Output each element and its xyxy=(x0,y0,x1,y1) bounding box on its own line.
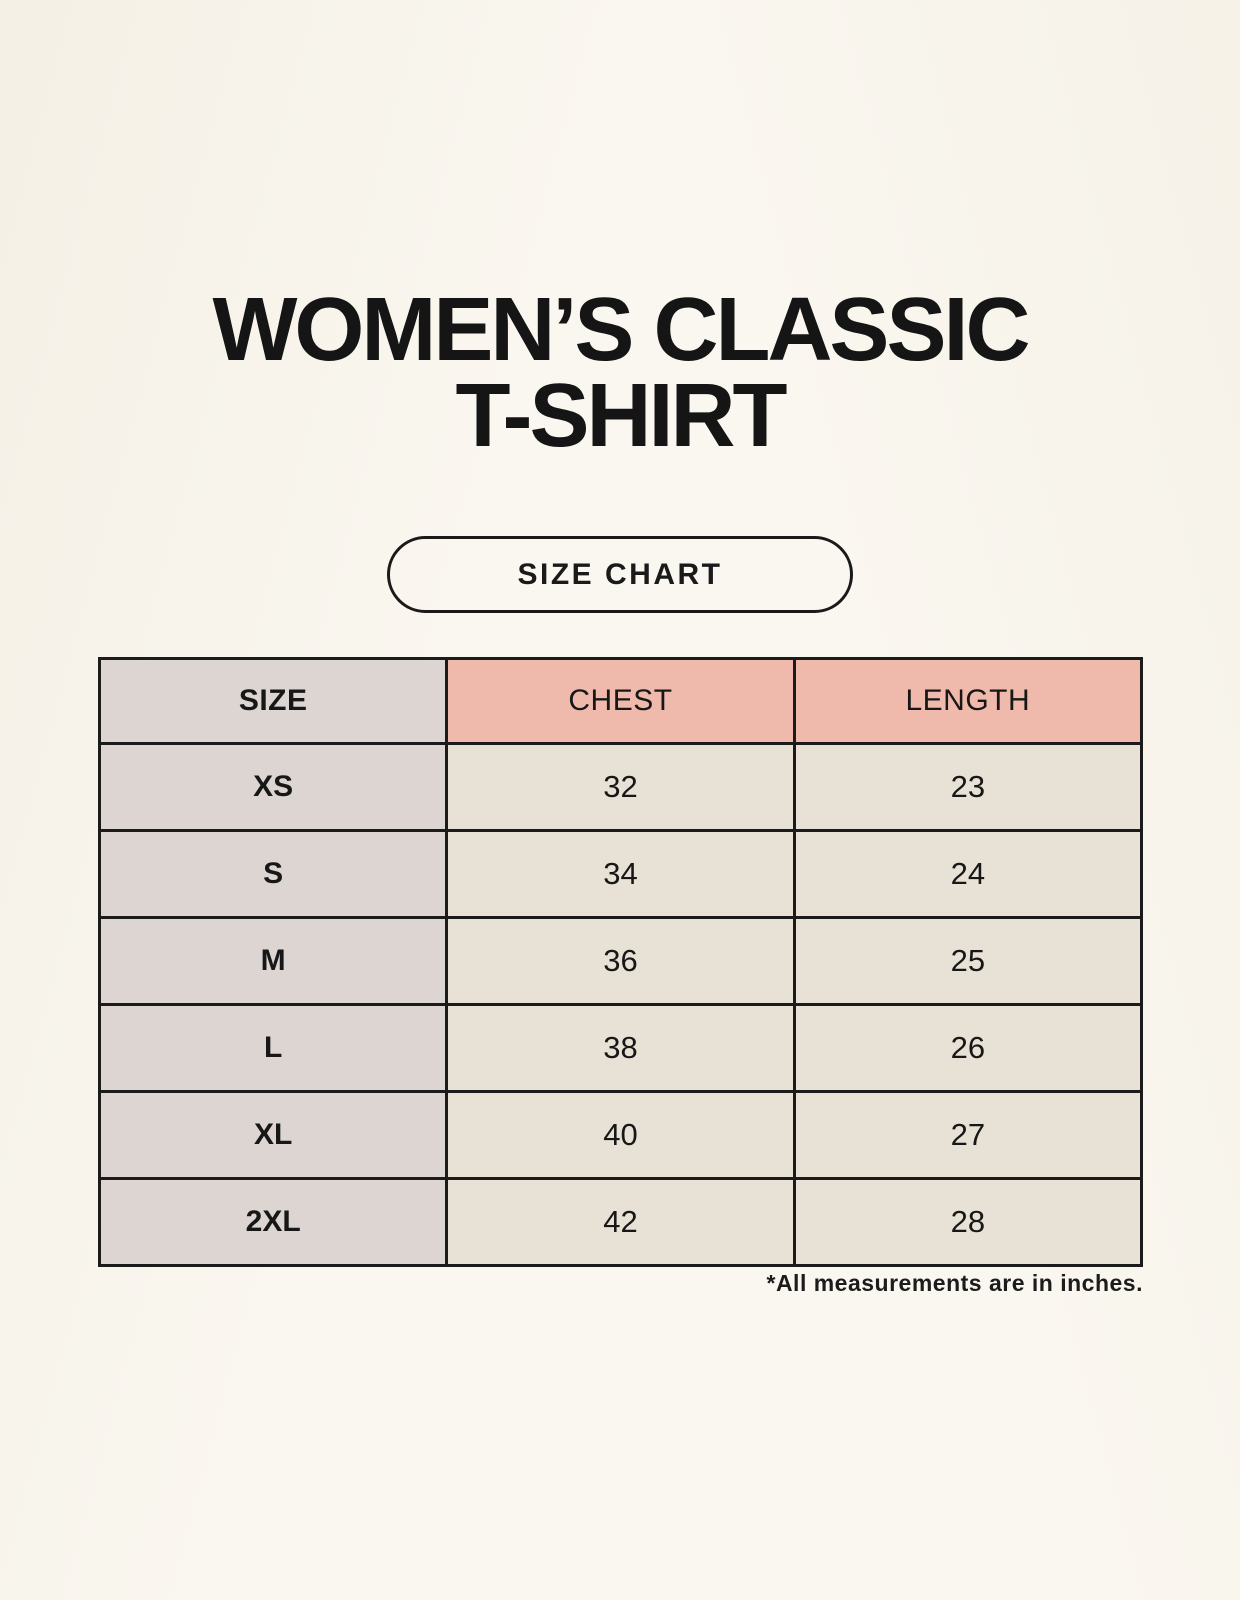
table-row xyxy=(100,1092,1142,1179)
table-row xyxy=(100,918,1142,1005)
cell-chest: 32 xyxy=(447,744,794,831)
cell-length: 26 xyxy=(794,1005,1141,1092)
size-chart-button[interactable] xyxy=(387,536,853,613)
cell-size: L xyxy=(100,1005,447,1092)
cell-size: S xyxy=(100,831,447,918)
size-table-header-row xyxy=(100,659,1142,744)
cell-length: 28 xyxy=(794,1179,1141,1266)
cell-chest: 38 xyxy=(447,1005,794,1092)
cell-length: 23 xyxy=(794,744,1141,831)
table-row xyxy=(100,831,1142,918)
cell-chest: 42 xyxy=(447,1179,794,1266)
cell-size: M xyxy=(100,918,447,1005)
cell-length: 27 xyxy=(794,1092,1141,1179)
cell-size: 2XL xyxy=(100,1179,447,1266)
header-cell-chest: CHEST xyxy=(447,659,794,744)
cell-length: 25 xyxy=(794,918,1141,1005)
cell-chest: 34 xyxy=(447,831,794,918)
cell-chest: 40 xyxy=(447,1092,794,1179)
header-cell-length: LENGTH xyxy=(794,659,1141,744)
cell-chest: 36 xyxy=(447,918,794,1005)
table-row xyxy=(100,1179,1142,1266)
cell-length: 24 xyxy=(794,831,1141,918)
size-chart-button-label: SIZE CHART xyxy=(517,557,723,591)
cell-size: XL xyxy=(100,1092,447,1179)
measurements-footnote: *All measurements are in inches. xyxy=(766,1270,1143,1296)
table-row xyxy=(100,744,1142,831)
size-table xyxy=(98,657,1143,1267)
table-row xyxy=(100,1005,1142,1092)
page-title-line-1: WOMEN’S CLASSIC xyxy=(212,280,1028,380)
header-cell-size: SIZE xyxy=(100,659,447,744)
page-title-line-2: T-SHIRT xyxy=(455,365,785,466)
page-title xyxy=(0,280,1240,466)
cell-size: XS xyxy=(100,744,447,831)
